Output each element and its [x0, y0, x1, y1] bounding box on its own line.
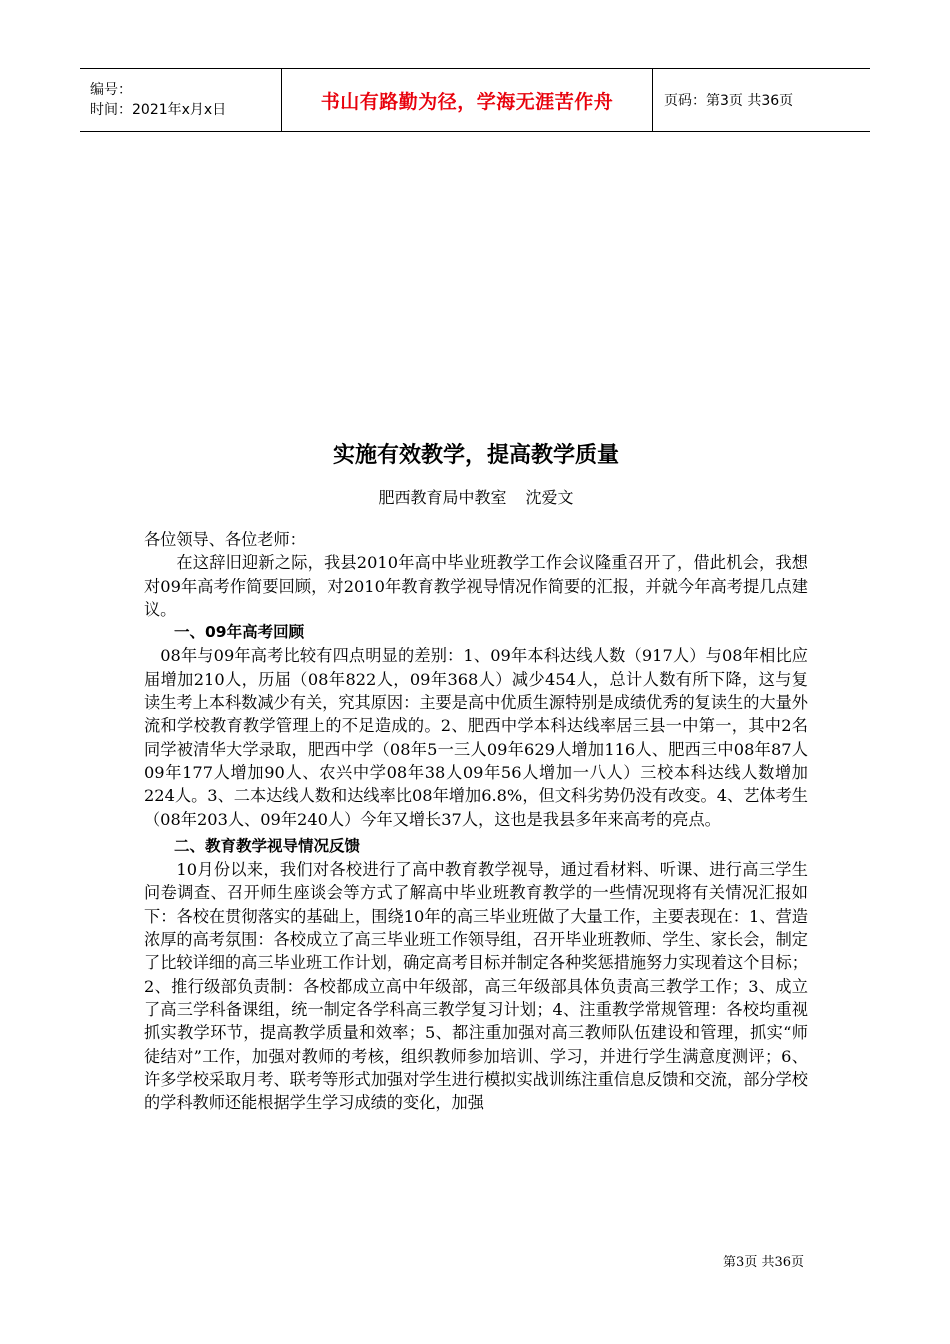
- section-heading-feedback: 二、教育教学视导情况反馈: [174, 836, 361, 855]
- intro-paragraph: 在这辞旧迎新之际，我县2010年高中毕业班教学工作会议隆重召开了，借此机会，我想对09年高考作简要回顾，对2010年教育教学视导情况作简要的汇报，并就今年高考提几点建议。: [144, 553, 808, 619]
- header-motto-cell: [282, 69, 653, 131]
- document-author: 肥西教育局中教室 沈爱文: [378, 488, 574, 507]
- header-motto: 书山有路勤为径，学海无涯苦作舟: [320, 90, 614, 113]
- section-paragraph-review: 08年与09年高考比较有四点明显的差别：1、09年本科达线人数（917人）与08年相比应届增加210人，历届（08年822人，09年368人）减少454人，总计人数有所下降，这与复读生考上本科数减少有关，究其原因：主要是高中优质生源特别是成绩优秀的复读生的大量外流和学校教育教学管理上的不足造成的。2、肥西中学本科达线率居三县一中第一，其中2名同学被清华大学录取，肥西中学（08年5一三人09年629人增加116人、肥西三中08年87人09年177人增加90人、农兴中学08年38人09年56人增加一八人）三校本科达线人数增加224人。3、二本达线人数和达线率比08年增加6.8%，但文科劣势仍没有改变。4、艺体考生（08年203人、09年240人）今年又增长37人，这也是我县多年来高考的亮点。: [144, 646, 808, 829]
- salutation: 各位领导、各位老师：: [144, 530, 306, 549]
- header-page-cell: [653, 69, 870, 131]
- document-body: [144, 528, 808, 1114]
- section-paragraph-feedback: 10月份以来，我们对各校进行了高中教育教学视导，通过看材料、听课、进行高三学生问卷调查、召开师生座谈会等方式了解高中毕业班教育教学的一些情况现将有关情况汇报如下：各校在贯彻落实的基础上，围绕10年的高三毕业班做了大量工作，主要表现在：1、营造浓厚的高考氛围：各校成立了高三毕业班工作领导组，召开毕业班教师、学生、家长会，制定了比较详细的高三毕业班工作计划，确定高考目标并制定各种奖惩措施努力实现着这个目标；2、推行级部负责制：各校都成立高中年级部，高三年级部具体负责高三教学工作；3、成立了高三学科备课组，统一制定各学科高三教学复习计划；4、注重教学常规管理：各校均重视抓实教学环节，提高教学质量和效率；5、都注重加强对高三教师队伍建设和管理，抓实“师徒结对”工作，加强对教师的考核，组织教师参加培训、学习，并进行学生满意度测评；6、许多学校采取月考、联考等形式加强对学生进行模拟实战训练注重信息反馈和交流，部分学校的学科教师还能根据学生学习成绩的变化，加强: [144, 860, 808, 1113]
- section-heading-review: 一、09年高考回顾: [174, 623, 305, 642]
- document-title: 实施有效教学，提高教学质量: [332, 443, 619, 468]
- header-page-info: 页码：第3页 共36页: [664, 93, 794, 109]
- header-meta: [80, 69, 282, 131]
- page-header: [80, 68, 870, 132]
- document-number-label: 编号：: [90, 82, 132, 98]
- document-time-label: 时间：2021年x月x日: [90, 102, 227, 118]
- page-footer-number: 第3页 共36页: [723, 1255, 804, 1270]
